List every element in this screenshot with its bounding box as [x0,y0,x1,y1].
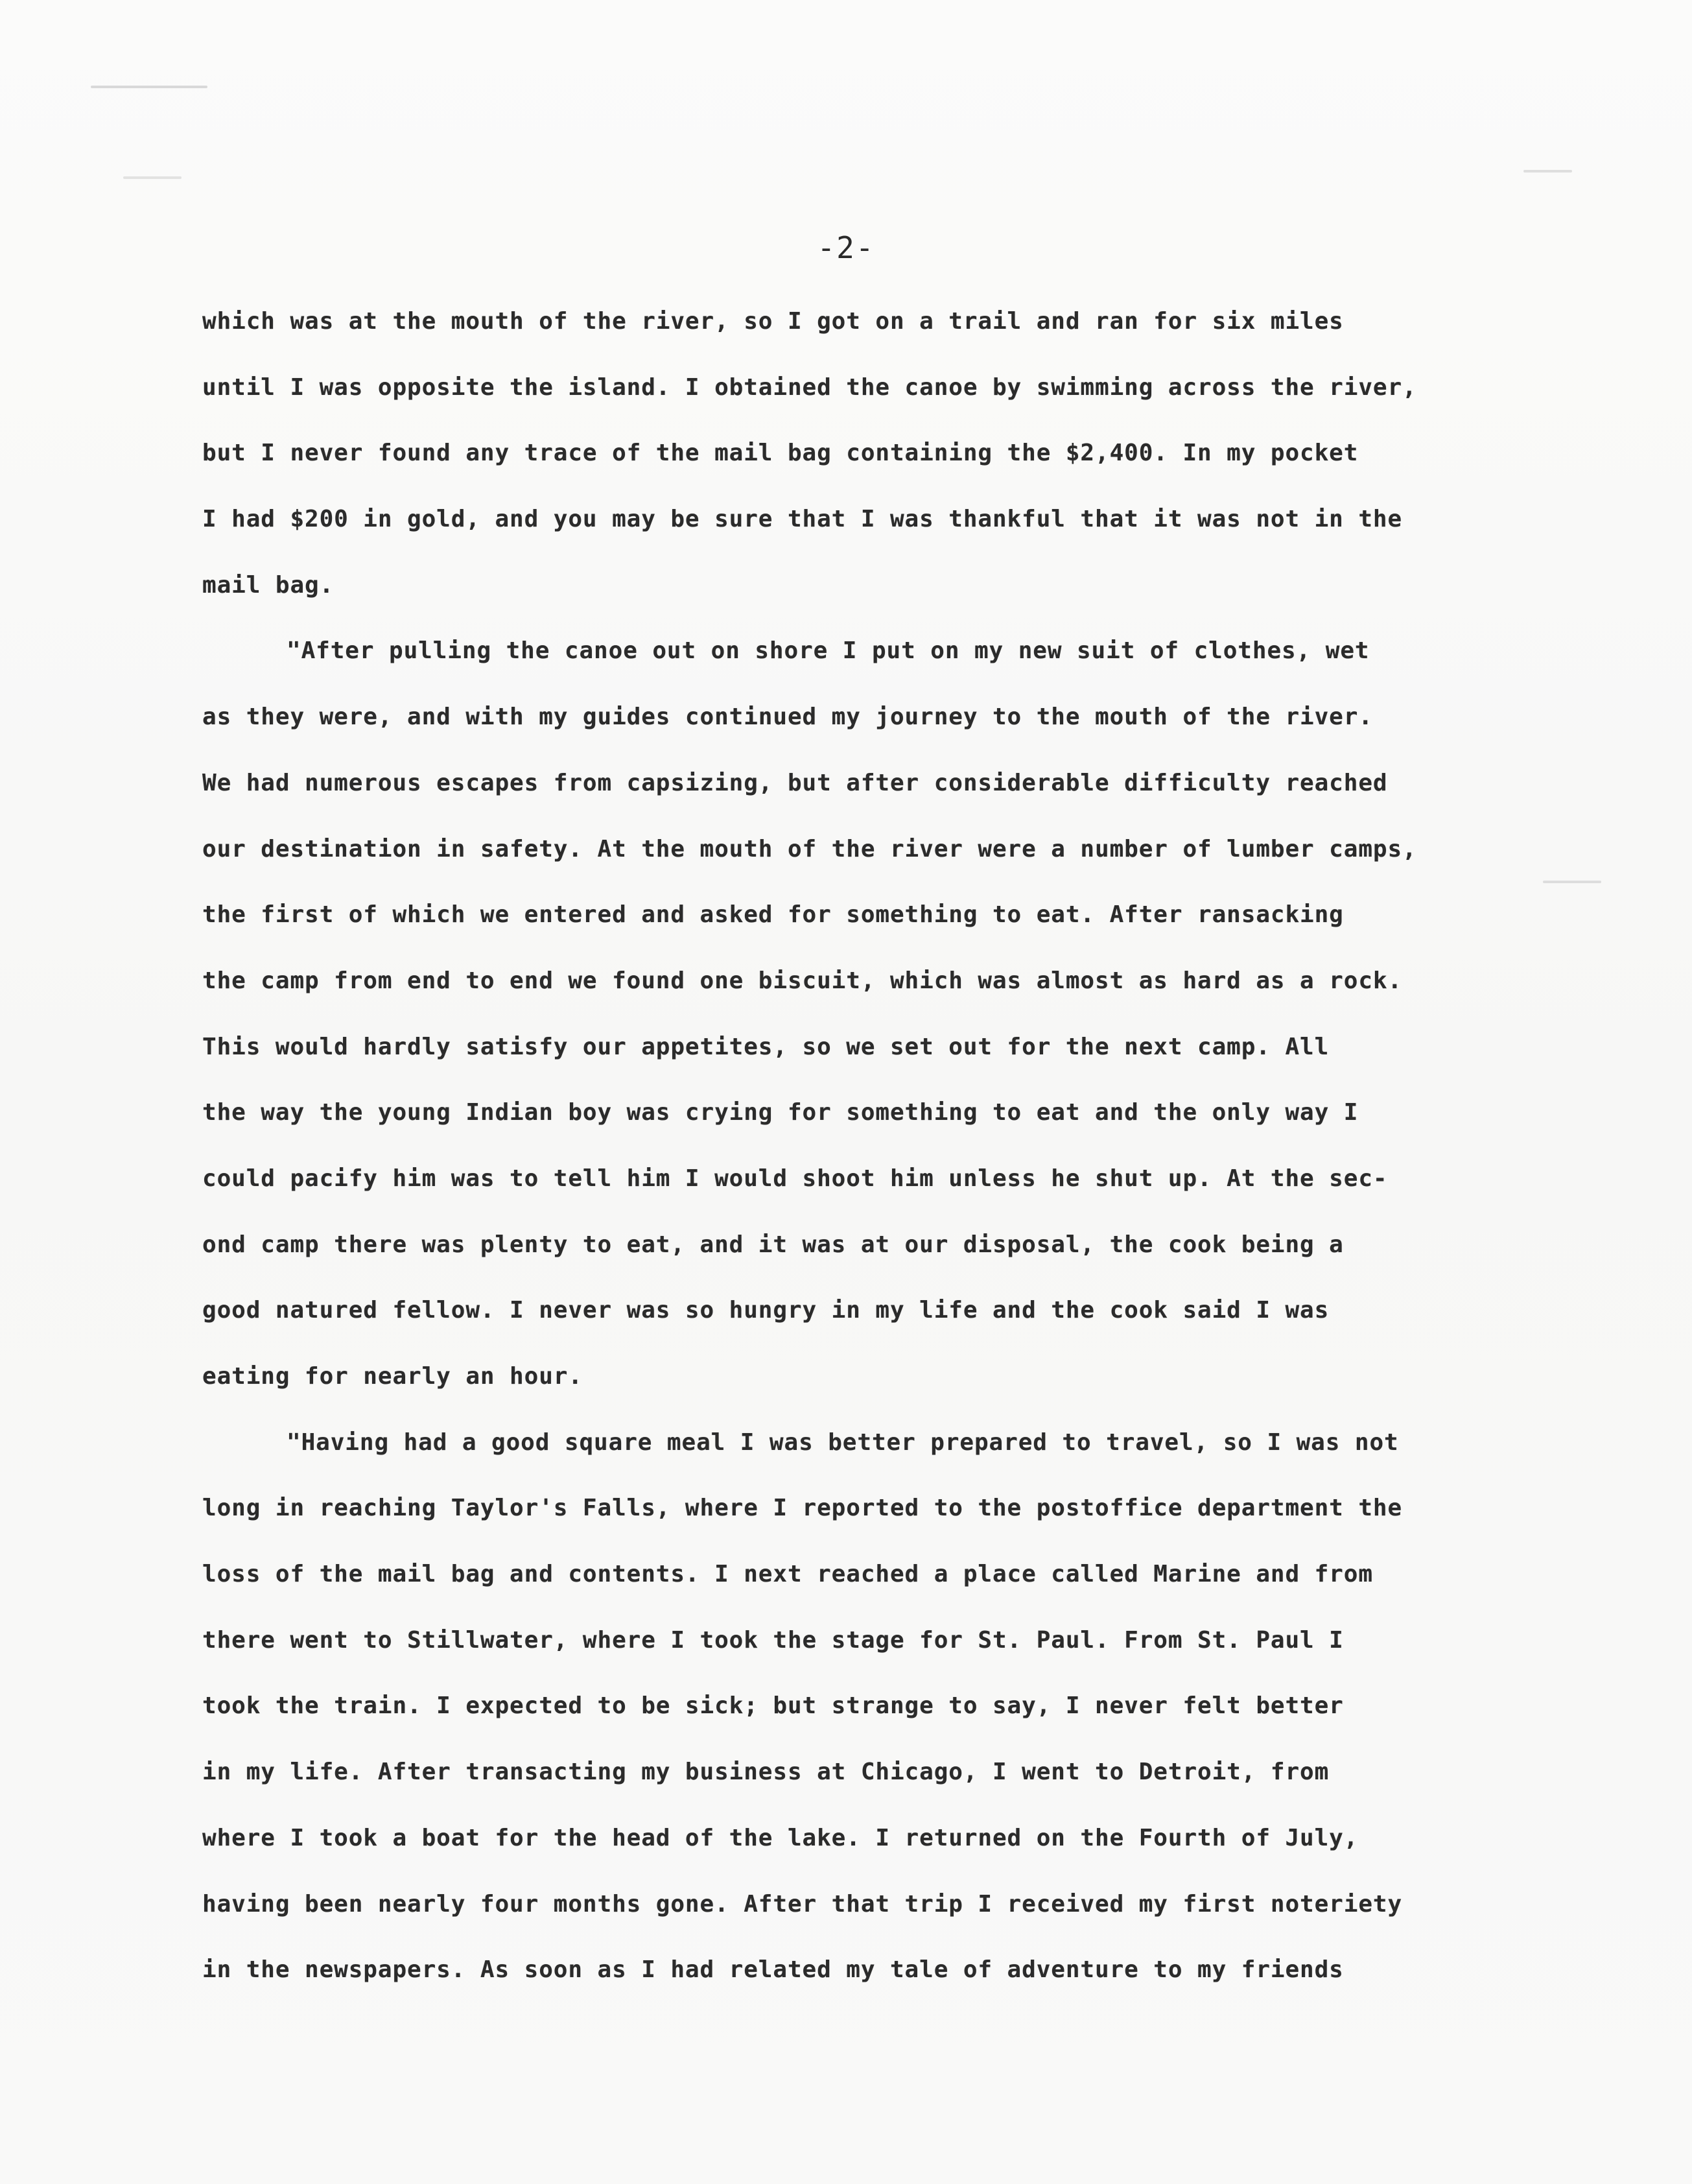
text-line: but I never found any trace of the mail bag containing the $2,400. In my pocket [202,440,1359,467]
page-number: -2- [817,230,875,265]
text-line: I had $200 in gold, and you may be sure that I was thankful that it was not in the [202,506,1403,533]
text-line: as they were, and with my guides continued my journey to the mouth of the river. [202,704,1373,731]
text-line: there went to Stillwater, where I took the stage for St. Paul. From St. Paul I [202,1626,1344,1654]
text-line: This would hardly satisfy our appetites, so we set out for the next camp. All [202,1033,1330,1060]
text-line: the camp from end to end we found one biscuit, which was almost as hard as a rock. [202,967,1403,994]
text-line: eating for nearly an hour. [202,1363,583,1390]
paper-smudge [1523,170,1572,172]
text-line: We had numerous escapes from capsizing, but after considerable difficulty reached [202,769,1388,796]
text-line: mail bag. [202,571,335,599]
text-line: in my life. After transacting my business at Chicago, I went to Detroit, from [202,1759,1330,1786]
text-line: the way the young Indian boy was crying for something to eat and the only way I [202,1099,1359,1126]
text-line: good natured fellow. I never was so hungry in my life and the cook said I was [202,1297,1330,1324]
paper-smudge [91,86,207,88]
text-line: the first of which we entered and asked for something to eat. After ransacking [202,901,1344,929]
text-line: long in reaching Taylor's Falls, where I reported to the postoffice department the [202,1495,1403,1522]
text-line: loss of the mail bag and contents. I next reached a place called Marine and from [202,1561,1373,1588]
text-line: having been nearly four months gone. After that trip I received my first noteriety [202,1890,1403,1917]
text-line: could pacify him was to tell him I would shoot him unless he shut up. At the sec- [202,1165,1388,1192]
paper-smudge [123,176,182,179]
text-line: "After pulling the canoe out on shore I put on my new suit of clothes, wet [287,637,1370,665]
text-line: in the newspapers. As soon as I had related my tale of adventure to my friends [202,1956,1344,1984]
text-line: took the train. I expected to be sick; but strange to say, I never felt better [202,1692,1344,1720]
text-line: our destination in safety. At the mouth of the river were a number of lumber camps, [202,835,1417,862]
text-line: until I was opposite the island. I obtained the canoe by swimming across the river, [202,374,1417,401]
text-line: ond camp there was plenty to eat, and it was at our disposal, the cook being a [202,1231,1344,1258]
body-text [202,289,1557,2003]
text-line: where I took a boat for the head of the lake. I returned on the Fourth of July, [202,1824,1359,1851]
text-line: which was at the mouth of the river, so I got on a trail and ran for six miles [202,308,1344,335]
text-line: "Having had a good square meal I was better prepared to travel, so I was not [287,1429,1399,1456]
